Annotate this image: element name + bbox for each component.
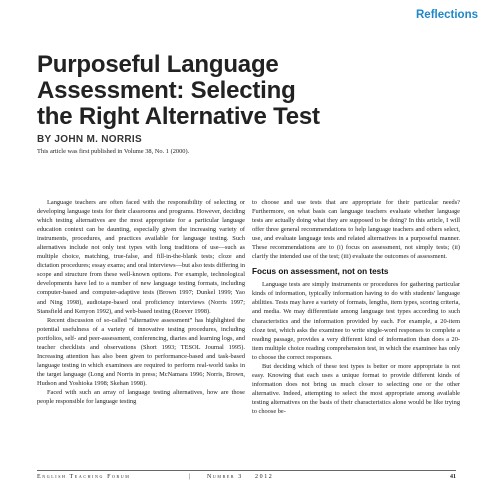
section-heading: Focus on assessment, not on tests — [252, 267, 389, 277]
page-number: 41 — [450, 474, 456, 480]
title-line-1: Purposeful Language — [37, 51, 279, 78]
paragraph: Faced with such an array of language testing alternatives, how are those people responsible for language testing — [37, 388, 245, 406]
title-line-2: Assessment: Selecting — [37, 77, 296, 104]
title-line-3: the Right Alternative Test — [37, 103, 320, 130]
issue-year: 2012 — [255, 474, 274, 480]
paragraph: Language teachers are often faced with the responsibility of selecting or developing language tests for their classrooms and programs. However, deciding which testing alternatives are the most appropriate for a particular language education context can be daunting, especially given the increasing variety of instruments, procedures, and practices available for language testing. Such alternatives include not only test types with long traditions of use—such as multiple choice, matching, true-false, and fill-in-the-blank tests; cloze and dictation procedures; essay exams; and oral interviews—but also tests differing in scope and structure from these well-known options. For example, technological developments have led to a number of new language testing formats, including computer-based and computer-adaptive tests (Brown 1997; Dunkel 1999; Yao and Ning 1998), audiotape-based oral proficiency interviews (Norris 1997; Stansfield and Kenyon 1992), and web-based testing (Roever 1998). — [37, 199, 245, 315]
paragraph: But deciding which of these test types is better or more appropriate is not easy. Knowing that each uses a unique format to provide different kinds of information does not bring us much closer to selecting one or the other alternative. Indeed, attempting to select the most appropriate among available testing alternatives on the basis of their characteristics alone would be like trying to choose be- — [252, 362, 460, 415]
author-byline: BY JOHN M. NORRIS — [37, 134, 142, 145]
right-column — [252, 198, 460, 416]
footer-separator: | — [189, 474, 192, 480]
section-label: Reflections — [416, 9, 478, 21]
paragraph: Language tests are simply instruments or procedures for gathering particular kinds of information, typically information having to do with students' language abilities. Tests may have a variety of formats, lengths, item types, scoring criteria, and media. We may differentiate among language test types according to such characteristics and the information provided by each. For example, a 20-item cloze test, which asks the examinee to write single-word responses to complete a reading passage, provides a very different kind of information than does a 20-item multiple choice reading comprehension test, in which the examinee has only to choose the correct responses. — [252, 281, 460, 361]
paragraph: Recent discussion of so-called “alternative assessment” has highlighted the potential usefulness of a variety of innovative testing procedures, including portfolios, self- and peer-assessment, conferencing, diaries and learning logs, and teacher checklists and observations (Short 1993; TESOL Journal 1995). Increasing attention has also been given to performance-based and task-based language testing in which examinees are required to perform real-world tasks in the target language (Long and Norris in press; McNamara 1996; Norris, Brown, Hudson and Yoshioka 1998; Skehan 1998). — [37, 316, 245, 387]
article-title — [37, 52, 467, 130]
left-column — [37, 198, 245, 406]
publication-note: This article was first published in Volume 38, No. 1 (2000). — [37, 148, 190, 155]
footer-divider — [37, 470, 456, 471]
issue-number: Number 3 — [207, 474, 243, 480]
journal-name: English Teaching Forum — [37, 474, 131, 480]
paragraph: to choose and use tests that are appropriate for their particular needs? Furthermore, on what basis can language teachers evaluate whether language tests are actually doing what they are supposed to be doing? In this article, I will offer three general recommendations to help language teachers and others select, use, and evaluate language tests and related alternatives in a purposeful manner. These recommendations are to (i) focus on assessment, not simply tests; (ii) clarify the intended use of the test; (iii) evaluate the outcomes of assessment. — [252, 199, 460, 261]
